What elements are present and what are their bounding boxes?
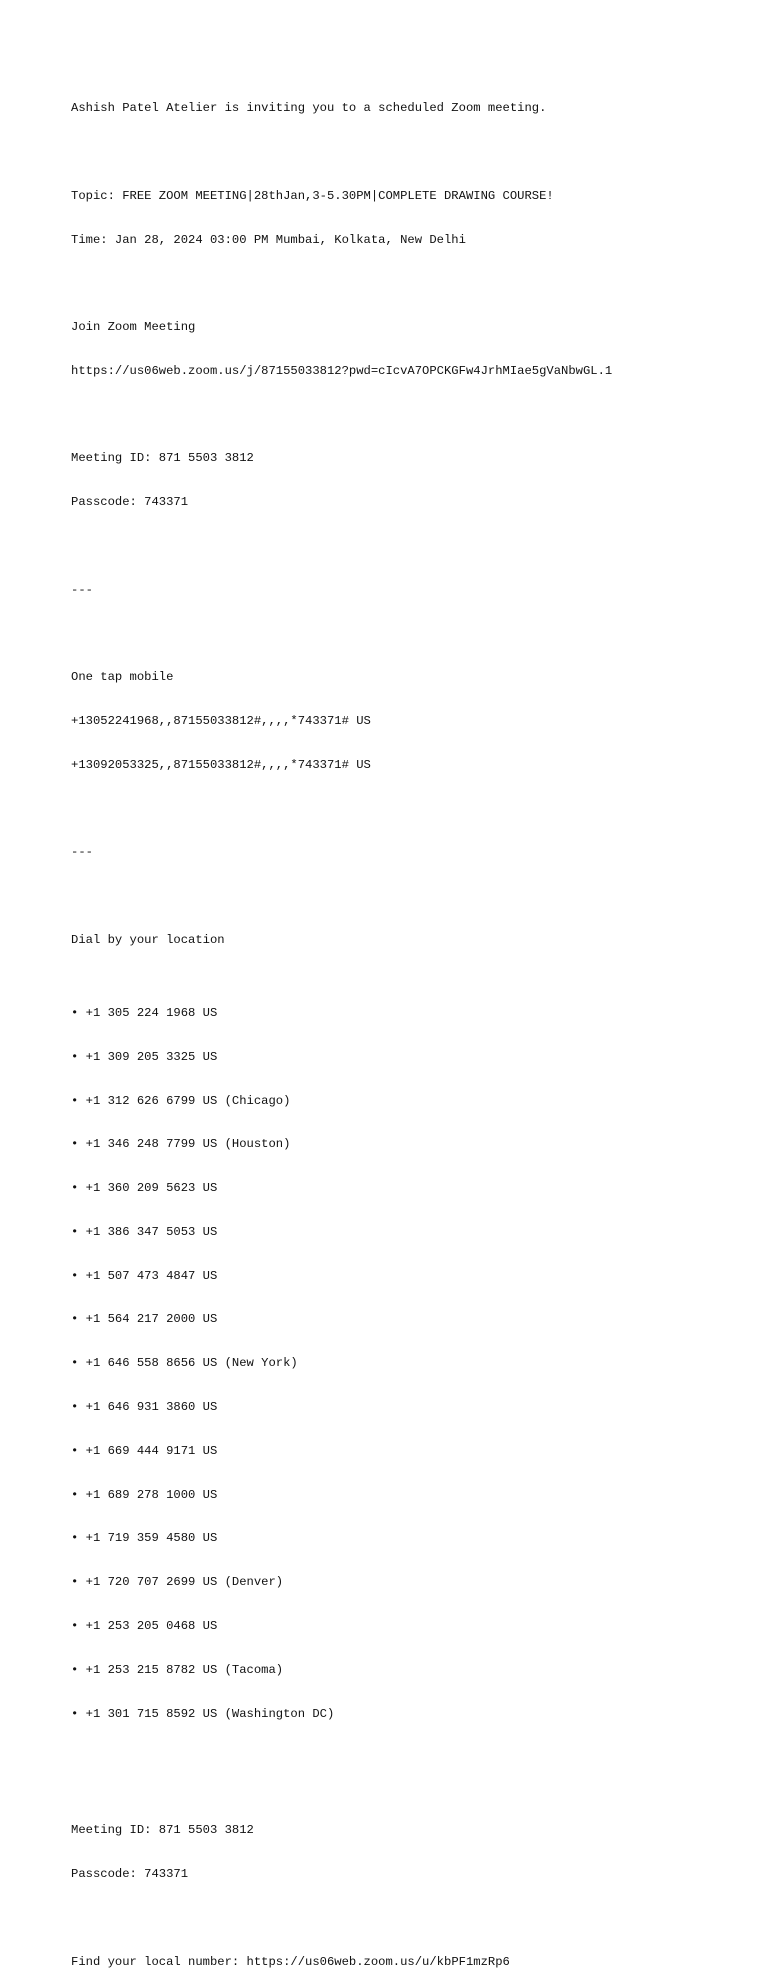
list-item: • +1 646 931 3860 US	[71, 1400, 218, 1415]
topic-line: Topic: FREE ZOOM MEETING|28thJan,3-5.30PM|COMPLETE DRAWING COURSE!	[71, 188, 554, 203]
time-line: Time: Jan 28, 2024 03:00 PM Mumbai, Kolkata, New Delhi	[71, 232, 466, 247]
blank-line	[71, 627, 748, 642]
list-item: • +1 689 278 1000 US	[71, 1487, 218, 1502]
list-item: • +1 646 558 8656 US (New York)	[71, 1356, 298, 1371]
list-item: • +1 346 248 7799 US (Houston)	[71, 1137, 291, 1152]
blank-line	[71, 889, 748, 904]
passcode: Passcode: 743371	[71, 495, 189, 510]
blank-line	[71, 276, 748, 291]
separator: ---	[71, 582, 93, 597]
list-item: • +1 564 217 2000 US	[71, 1312, 218, 1327]
list-item: • +1 386 347 5053 US	[71, 1224, 218, 1239]
list-item: • +1 253 215 8782 US (Tacoma)	[71, 1662, 284, 1677]
blank-line	[71, 408, 748, 423]
separator: ---	[71, 845, 93, 860]
one-tap-number: +13092053325,,87155033812#,,,,*743371# US	[71, 757, 371, 772]
invitation-text	[71, 72, 748, 1984]
list-item: • +1 720 707 2699 US (Denver)	[71, 1575, 284, 1590]
blank-line	[71, 1911, 748, 1926]
one-tap-number: +13052241968,,87155033812#,,,,*743371# US	[71, 714, 371, 729]
join-link-line	[71, 364, 748, 379]
meeting-id: Meeting ID: 871 5503 3812	[71, 451, 254, 466]
list-item: • +1 360 209 5623 US	[71, 1181, 218, 1196]
find-local-number-link[interactable]: https://us06web.zoom.us/u/kbPF1mzRp6	[246, 1954, 510, 1969]
dial-number-list	[71, 977, 748, 1750]
blank-line	[71, 1779, 748, 1794]
list-item: • +1 253 205 0468 US	[71, 1618, 218, 1633]
invite-line: Ashish Patel Atelier is inviting you to a scheduled Zoom meeting.	[71, 101, 547, 116]
blank-line	[71, 539, 748, 554]
list-item: • +1 507 473 4847 US	[71, 1268, 218, 1283]
blank-line	[71, 145, 748, 160]
list-item: • +1 305 224 1968 US	[71, 1006, 218, 1020]
one-tap-heading: One tap mobile	[71, 670, 174, 685]
find-local-label: Find your local number:	[71, 1954, 247, 1969]
dial-heading: Dial by your location	[71, 933, 225, 948]
meeting-id-repeat: Meeting ID: 871 5503 3812	[71, 1823, 254, 1838]
passcode-repeat: Passcode: 743371	[71, 1867, 189, 1882]
list-item: • +1 312 626 6799 US (Chicago)	[71, 1093, 291, 1108]
join-heading: Join Zoom Meeting	[71, 320, 196, 335]
join-meeting-link[interactable]: https://us06web.zoom.us/j/87155033812?pwd=cIcvA7OPCKGFw4JrhMIae5gVaNbwGL.1	[71, 363, 613, 378]
find-local-number-line	[71, 1955, 748, 1970]
blank-line	[71, 802, 748, 817]
list-item: • +1 301 715 8592 US (Washington DC)	[71, 1706, 335, 1721]
list-item: • +1 669 444 9171 US	[71, 1443, 218, 1458]
list-item: • +1 309 205 3325 US	[71, 1049, 218, 1064]
list-item: • +1 719 359 4580 US	[71, 1531, 218, 1546]
